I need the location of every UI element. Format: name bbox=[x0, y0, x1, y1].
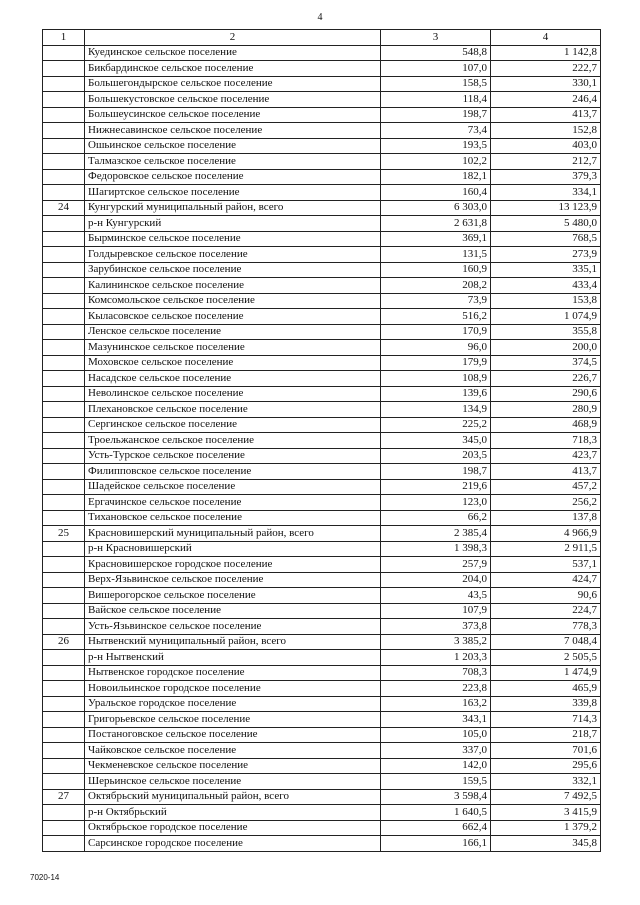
row-number-cell bbox=[43, 402, 85, 418]
row-col3-value: 131,5 bbox=[381, 247, 491, 263]
row-col4-value: 457,2 bbox=[491, 479, 601, 495]
row-number-cell bbox=[43, 92, 85, 108]
row-number-cell bbox=[43, 247, 85, 263]
row-col3-value: 1 203,3 bbox=[381, 650, 491, 666]
row-col4-value: 152,8 bbox=[491, 123, 601, 139]
row-name-cell: Комсомольское сельское поселение bbox=[85, 293, 381, 309]
row-name-cell: Насадское сельское поселение bbox=[85, 371, 381, 387]
row-name-cell: Ергачинское сельское поселение bbox=[85, 495, 381, 511]
row-col4-value: 335,1 bbox=[491, 262, 601, 278]
row-col3-value: 139,6 bbox=[381, 386, 491, 402]
row-col3-value: 107,0 bbox=[381, 61, 491, 77]
row-name-cell: Троельжанское сельское поселение bbox=[85, 433, 381, 449]
row-number-cell bbox=[43, 479, 85, 495]
table-row bbox=[43, 371, 601, 387]
table-row bbox=[43, 138, 601, 154]
row-col3-value: 219,6 bbox=[381, 479, 491, 495]
row-number-cell bbox=[43, 588, 85, 604]
row-name-cell: Нытвенский муниципальный район, всего bbox=[85, 634, 381, 650]
row-col3-value: 1 640,5 bbox=[381, 805, 491, 821]
table-row bbox=[43, 61, 601, 77]
row-name-cell: Вишерогорское сельское поселение bbox=[85, 588, 381, 604]
row-number-cell: 24 bbox=[43, 200, 85, 216]
row-name-cell: Шадейское сельское поселение bbox=[85, 479, 381, 495]
row-col3-value: 1 398,3 bbox=[381, 541, 491, 557]
table-row bbox=[43, 386, 601, 402]
row-number-cell bbox=[43, 216, 85, 232]
row-col4-value: 280,9 bbox=[491, 402, 601, 418]
row-col3-value: 223,8 bbox=[381, 681, 491, 697]
row-number-cell bbox=[43, 743, 85, 759]
row-col4-value: 768,5 bbox=[491, 231, 601, 247]
row-name-cell: Бикбардинское сельское поселение bbox=[85, 61, 381, 77]
table-row bbox=[43, 789, 601, 805]
table-header-row bbox=[43, 30, 601, 46]
row-name-cell: Большегондырское сельское поселение bbox=[85, 76, 381, 92]
table-row bbox=[43, 154, 601, 170]
row-col3-value: 105,0 bbox=[381, 727, 491, 743]
row-name-cell: Усть-Язьвинское сельское поселение bbox=[85, 619, 381, 635]
row-col4-value: 345,8 bbox=[491, 836, 601, 852]
row-name-cell: Шагиртское сельское поселение bbox=[85, 185, 381, 201]
row-col4-value: 1 074,9 bbox=[491, 309, 601, 325]
row-col3-value: 43,5 bbox=[381, 588, 491, 604]
table-row bbox=[43, 557, 601, 573]
row-col4-value: 295,6 bbox=[491, 758, 601, 774]
row-col3-value: 142,0 bbox=[381, 758, 491, 774]
row-number-cell bbox=[43, 61, 85, 77]
row-name-cell: Куединское сельское поселение bbox=[85, 45, 381, 61]
table-row bbox=[43, 510, 601, 526]
row-col3-value: 373,8 bbox=[381, 619, 491, 635]
page-number: 4 bbox=[317, 12, 323, 23]
table-row bbox=[43, 805, 601, 821]
row-col4-value: 2 505,5 bbox=[491, 650, 601, 666]
row-name-cell: р-н Красновишерский bbox=[85, 541, 381, 557]
row-number-cell bbox=[43, 417, 85, 433]
row-number-cell bbox=[43, 138, 85, 154]
row-name-cell: Филипповское сельское поселение bbox=[85, 464, 381, 480]
row-col3-value: 548,8 bbox=[381, 45, 491, 61]
table-row bbox=[43, 572, 601, 588]
row-number-cell bbox=[43, 340, 85, 356]
row-name-cell: Усть-Турское сельское поселение bbox=[85, 448, 381, 464]
row-name-cell: Зарубинское сельское поселение bbox=[85, 262, 381, 278]
row-col3-value: 708,3 bbox=[381, 665, 491, 681]
table-row bbox=[43, 169, 601, 185]
table-row bbox=[43, 820, 601, 836]
row-col3-value: 166,1 bbox=[381, 836, 491, 852]
row-col3-value: 134,9 bbox=[381, 402, 491, 418]
row-col3-value: 3 598,4 bbox=[381, 789, 491, 805]
row-col3-value: 170,9 bbox=[381, 324, 491, 340]
row-col4-value: 1 142,8 bbox=[491, 45, 601, 61]
row-col4-value: 1 474,9 bbox=[491, 665, 601, 681]
row-name-cell: Шерьинское сельское поселение bbox=[85, 774, 381, 790]
row-col4-value: 200,0 bbox=[491, 340, 601, 356]
row-col3-value: 160,9 bbox=[381, 262, 491, 278]
header-col-4: 4 bbox=[491, 30, 601, 46]
row-col4-value: 2 911,5 bbox=[491, 541, 601, 557]
row-col3-value: 225,2 bbox=[381, 417, 491, 433]
table-row bbox=[43, 309, 601, 325]
row-number-cell bbox=[43, 154, 85, 170]
footer-code: 7020-14 bbox=[30, 873, 60, 882]
row-name-cell: Чайковское сельское поселение bbox=[85, 743, 381, 759]
table-row bbox=[43, 76, 601, 92]
table-row bbox=[43, 355, 601, 371]
row-name-cell: р-н Нытвенский bbox=[85, 650, 381, 666]
row-name-cell: р-н Кунгурский bbox=[85, 216, 381, 232]
row-col4-value: 701,6 bbox=[491, 743, 601, 759]
table-row bbox=[43, 45, 601, 61]
row-col4-value: 13 123,9 bbox=[491, 200, 601, 216]
row-col4-value: 468,9 bbox=[491, 417, 601, 433]
row-col4-value: 433,4 bbox=[491, 278, 601, 294]
header-col-2: 2 bbox=[85, 30, 381, 46]
row-col3-value: 163,2 bbox=[381, 696, 491, 712]
row-col4-value: 290,6 bbox=[491, 386, 601, 402]
row-col4-value: 778,3 bbox=[491, 619, 601, 635]
row-number-cell bbox=[43, 262, 85, 278]
row-col4-value: 1 379,2 bbox=[491, 820, 601, 836]
row-number-cell bbox=[43, 433, 85, 449]
row-col3-value: 208,2 bbox=[381, 278, 491, 294]
row-number-cell bbox=[43, 805, 85, 821]
row-number-cell: 26 bbox=[43, 634, 85, 650]
row-col4-value: 222,7 bbox=[491, 61, 601, 77]
table-row bbox=[43, 743, 601, 759]
row-number-cell bbox=[43, 464, 85, 480]
table-row bbox=[43, 324, 601, 340]
row-name-cell: р-н Октябрьский bbox=[85, 805, 381, 821]
row-name-cell: Сергинское сельское поселение bbox=[85, 417, 381, 433]
table-row bbox=[43, 650, 601, 666]
table-row bbox=[43, 758, 601, 774]
row-name-cell: Октябрьское городское поселение bbox=[85, 820, 381, 836]
row-col3-value: 2 385,4 bbox=[381, 526, 491, 542]
row-col3-value: 73,4 bbox=[381, 123, 491, 139]
row-col4-value: 4 966,9 bbox=[491, 526, 601, 542]
row-number-cell bbox=[43, 45, 85, 61]
row-col4-value: 374,5 bbox=[491, 355, 601, 371]
row-number-cell bbox=[43, 123, 85, 139]
row-col4-value: 537,1 bbox=[491, 557, 601, 573]
row-number-cell bbox=[43, 836, 85, 852]
row-name-cell: Красновишерское городское поселение bbox=[85, 557, 381, 573]
row-name-cell: Уральское городское поселение bbox=[85, 696, 381, 712]
table-row bbox=[43, 727, 601, 743]
row-col3-value: 369,1 bbox=[381, 231, 491, 247]
row-col3-value: 160,4 bbox=[381, 185, 491, 201]
table-row bbox=[43, 696, 601, 712]
row-col4-value: 403,0 bbox=[491, 138, 601, 154]
table-row bbox=[43, 526, 601, 542]
row-col4-value: 413,7 bbox=[491, 107, 601, 123]
row-number-cell bbox=[43, 386, 85, 402]
table-row bbox=[43, 293, 601, 309]
row-col4-value: 256,2 bbox=[491, 495, 601, 511]
row-name-cell: Ленское сельское поселение bbox=[85, 324, 381, 340]
row-col4-value: 153,8 bbox=[491, 293, 601, 309]
row-number-cell bbox=[43, 324, 85, 340]
row-col3-value: 159,5 bbox=[381, 774, 491, 790]
row-col3-value: 337,0 bbox=[381, 743, 491, 759]
row-number-cell bbox=[43, 76, 85, 92]
table-row bbox=[43, 123, 601, 139]
row-col4-value: 334,1 bbox=[491, 185, 601, 201]
row-number-cell bbox=[43, 278, 85, 294]
row-col3-value: 203,5 bbox=[381, 448, 491, 464]
table-row bbox=[43, 200, 601, 216]
row-col4-value: 465,9 bbox=[491, 681, 601, 697]
row-number-cell bbox=[43, 712, 85, 728]
row-col3-value: 2 631,8 bbox=[381, 216, 491, 232]
row-name-cell: Федоровское сельское поселение bbox=[85, 169, 381, 185]
row-col4-value: 3 415,9 bbox=[491, 805, 601, 821]
row-name-cell: Вайское сельское поселение bbox=[85, 603, 381, 619]
table-row bbox=[43, 681, 601, 697]
row-name-cell: Калининское сельское поселение bbox=[85, 278, 381, 294]
row-col4-value: 7 048,4 bbox=[491, 634, 601, 650]
row-name-cell: Плехановское сельское поселение bbox=[85, 402, 381, 418]
table-row bbox=[43, 619, 601, 635]
row-col4-value: 5 480,0 bbox=[491, 216, 601, 232]
row-name-cell: Кунгурский муниципальный район, всего bbox=[85, 200, 381, 216]
table-row bbox=[43, 495, 601, 511]
row-col4-value: 339,8 bbox=[491, 696, 601, 712]
row-col4-value: 218,7 bbox=[491, 727, 601, 743]
row-number-cell bbox=[43, 696, 85, 712]
table-row bbox=[43, 712, 601, 728]
row-col3-value: 179,9 bbox=[381, 355, 491, 371]
row-col4-value: 224,7 bbox=[491, 603, 601, 619]
row-name-cell: Большеусинское сельское поселение bbox=[85, 107, 381, 123]
table-row bbox=[43, 216, 601, 232]
row-col3-value: 662,4 bbox=[381, 820, 491, 836]
row-number-cell bbox=[43, 603, 85, 619]
row-col3-value: 204,0 bbox=[381, 572, 491, 588]
row-col4-value: 379,3 bbox=[491, 169, 601, 185]
row-name-cell: Большекустовское сельское поселение bbox=[85, 92, 381, 108]
row-col3-value: 343,1 bbox=[381, 712, 491, 728]
header-col-1: 1 bbox=[43, 30, 85, 46]
table-row bbox=[43, 479, 601, 495]
table-row bbox=[43, 92, 601, 108]
row-col3-value: 257,9 bbox=[381, 557, 491, 573]
row-col3-value: 118,4 bbox=[381, 92, 491, 108]
table-row bbox=[43, 278, 601, 294]
row-col3-value: 158,5 bbox=[381, 76, 491, 92]
row-number-cell bbox=[43, 107, 85, 123]
table-row bbox=[43, 634, 601, 650]
table-row bbox=[43, 417, 601, 433]
row-number-cell: 25 bbox=[43, 526, 85, 542]
row-number-cell bbox=[43, 541, 85, 557]
row-number-cell bbox=[43, 758, 85, 774]
row-number-cell bbox=[43, 355, 85, 371]
row-name-cell: Григорьевское сельское поселение bbox=[85, 712, 381, 728]
row-name-cell: Чекменевское сельское поселение bbox=[85, 758, 381, 774]
row-col4-value: 718,3 bbox=[491, 433, 601, 449]
table-row bbox=[43, 231, 601, 247]
row-number-cell bbox=[43, 665, 85, 681]
row-col4-value: 714,3 bbox=[491, 712, 601, 728]
row-number-cell bbox=[43, 572, 85, 588]
row-col3-value: 198,7 bbox=[381, 464, 491, 480]
row-col4-value: 7 492,5 bbox=[491, 789, 601, 805]
row-col3-value: 6 303,0 bbox=[381, 200, 491, 216]
row-number-cell bbox=[43, 510, 85, 526]
row-number-cell bbox=[43, 557, 85, 573]
row-number-cell bbox=[43, 169, 85, 185]
row-number-cell: 27 bbox=[43, 789, 85, 805]
row-col4-value: 226,7 bbox=[491, 371, 601, 387]
row-col3-value: 96,0 bbox=[381, 340, 491, 356]
row-number-cell bbox=[43, 619, 85, 635]
row-col4-value: 332,1 bbox=[491, 774, 601, 790]
row-col4-value: 424,7 bbox=[491, 572, 601, 588]
row-name-cell: Моховское сельское поселение bbox=[85, 355, 381, 371]
row-number-cell bbox=[43, 293, 85, 309]
row-col4-value: 137,8 bbox=[491, 510, 601, 526]
row-number-cell bbox=[43, 371, 85, 387]
row-name-cell: Красновишерский муниципальный район, всего bbox=[85, 526, 381, 542]
row-name-cell: Ошьинское сельское поселение bbox=[85, 138, 381, 154]
row-name-cell: Тихановское сельское поселение bbox=[85, 510, 381, 526]
row-col3-value: 198,7 bbox=[381, 107, 491, 123]
row-col4-value: 413,7 bbox=[491, 464, 601, 480]
row-col3-value: 108,9 bbox=[381, 371, 491, 387]
row-name-cell: Мазунинское сельское поселение bbox=[85, 340, 381, 356]
row-number-cell bbox=[43, 727, 85, 743]
row-col3-value: 123,0 bbox=[381, 495, 491, 511]
table-row bbox=[43, 588, 601, 604]
row-name-cell: Бырминское сельское поселение bbox=[85, 231, 381, 247]
row-number-cell bbox=[43, 185, 85, 201]
data-table bbox=[42, 29, 601, 852]
row-number-cell bbox=[43, 650, 85, 666]
row-name-cell: Неволинское сельское поселение bbox=[85, 386, 381, 402]
table-row bbox=[43, 262, 601, 278]
row-name-cell: Кыласовское сельское поселение bbox=[85, 309, 381, 325]
table-row bbox=[43, 247, 601, 263]
row-col3-value: 3 385,2 bbox=[381, 634, 491, 650]
row-col3-value: 516,2 bbox=[381, 309, 491, 325]
table-row bbox=[43, 185, 601, 201]
header-col-3: 3 bbox=[381, 30, 491, 46]
table-row bbox=[43, 433, 601, 449]
row-name-cell: Сарсинское городское поселение bbox=[85, 836, 381, 852]
row-name-cell: Талмазское сельское поселение bbox=[85, 154, 381, 170]
table-row bbox=[43, 541, 601, 557]
row-name-cell: Новоильинское городское поселение bbox=[85, 681, 381, 697]
table-row bbox=[43, 836, 601, 852]
row-col4-value: 273,9 bbox=[491, 247, 601, 263]
row-col3-value: 107,9 bbox=[381, 603, 491, 619]
row-col4-value: 246,4 bbox=[491, 92, 601, 108]
row-col3-value: 66,2 bbox=[381, 510, 491, 526]
table-row bbox=[43, 340, 601, 356]
row-name-cell: Голдыревское сельское поселение bbox=[85, 247, 381, 263]
row-number-cell bbox=[43, 774, 85, 790]
row-name-cell: Нытвенское городское поселение bbox=[85, 665, 381, 681]
row-col4-value: 330,1 bbox=[491, 76, 601, 92]
row-number-cell bbox=[43, 495, 85, 511]
row-number-cell bbox=[43, 820, 85, 836]
table-row bbox=[43, 774, 601, 790]
row-col3-value: 73,9 bbox=[381, 293, 491, 309]
row-name-cell: Нижнесавинское сельское поселение bbox=[85, 123, 381, 139]
row-col3-value: 345,0 bbox=[381, 433, 491, 449]
row-col3-value: 182,1 bbox=[381, 169, 491, 185]
row-number-cell bbox=[43, 231, 85, 247]
row-name-cell: Октябрьский муниципальный район, всего bbox=[85, 789, 381, 805]
table-row bbox=[43, 464, 601, 480]
table-row bbox=[43, 603, 601, 619]
table-row bbox=[43, 107, 601, 123]
row-col4-value: 355,8 bbox=[491, 324, 601, 340]
row-col4-value: 423,7 bbox=[491, 448, 601, 464]
row-col4-value: 90,6 bbox=[491, 588, 601, 604]
table-row bbox=[43, 665, 601, 681]
row-name-cell: Постаноговское сельское поселение bbox=[85, 727, 381, 743]
row-col3-value: 193,5 bbox=[381, 138, 491, 154]
row-number-cell bbox=[43, 309, 85, 325]
table-body bbox=[43, 45, 601, 851]
table-row bbox=[43, 402, 601, 418]
row-name-cell: Верх-Язьвинское сельское поселение bbox=[85, 572, 381, 588]
table-row bbox=[43, 448, 601, 464]
row-number-cell bbox=[43, 681, 85, 697]
row-col3-value: 102,2 bbox=[381, 154, 491, 170]
row-number-cell bbox=[43, 448, 85, 464]
row-col4-value: 212,7 bbox=[491, 154, 601, 170]
